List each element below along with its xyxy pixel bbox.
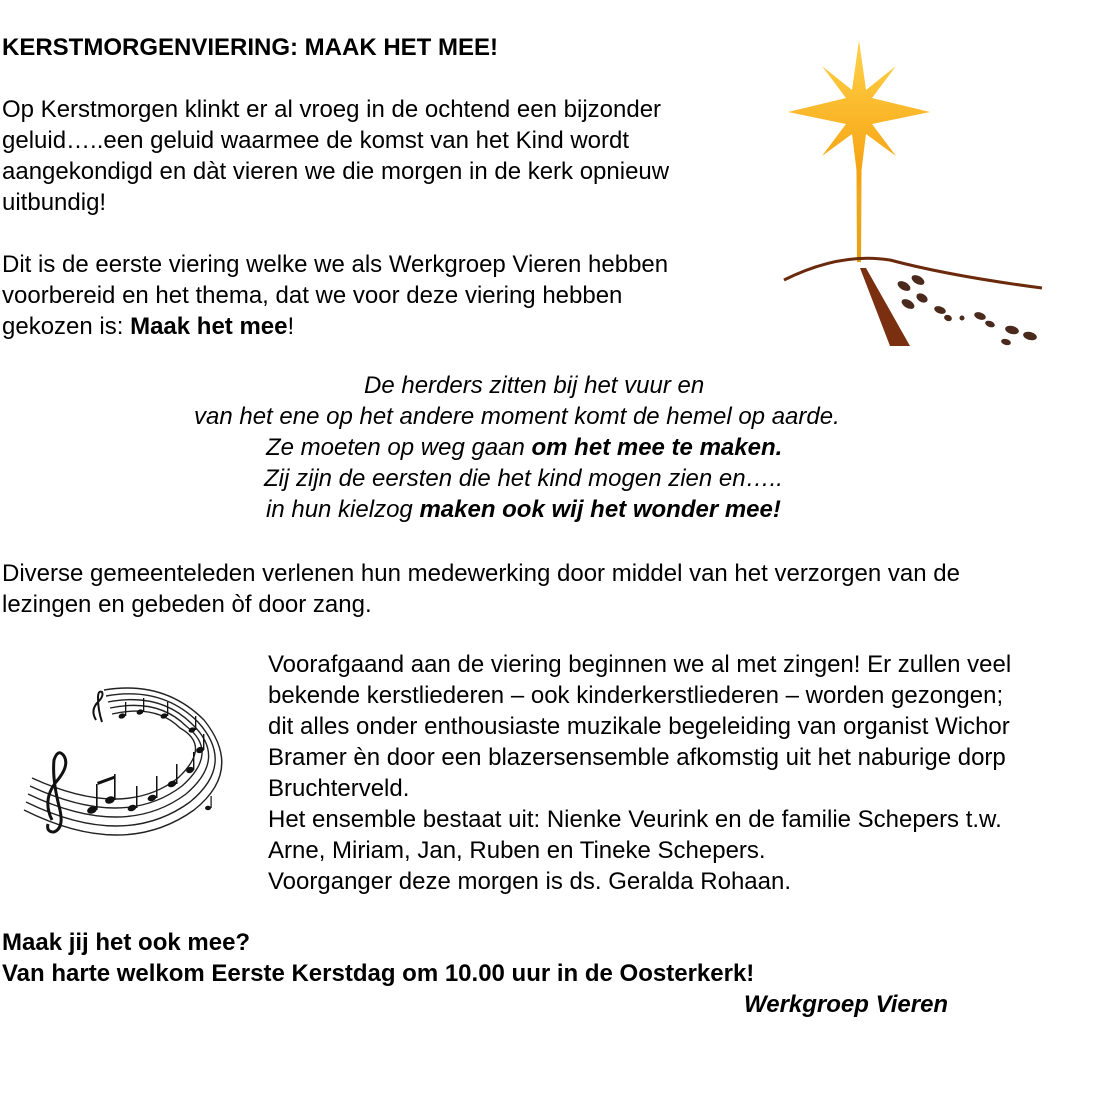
intro-paragraph	[2, 94, 669, 218]
intro-line: geluid…..een geluid waarmee de komst van het Kind wordt	[2, 127, 630, 154]
intro-line: aangekondigd en dàt vieren we die morgen in de kerk opnieuw	[2, 158, 670, 185]
closing-welcome: Van harte welkom Eerste Kerstdag om 10.00 uur in de Oosterkerk!	[2, 960, 755, 987]
theme-prefix: gekozen is:	[2, 313, 131, 340]
closing-question: Maak jij het ook mee?	[2, 929, 251, 956]
music-line: Bruchterveld.	[268, 775, 410, 802]
theme-name: Maak het mee	[130, 313, 288, 340]
music-line: Het ensemble bestaat uit: Nienke Veurink en de familie Schepers t.w.	[268, 806, 1002, 833]
theme-suffix: !	[287, 313, 295, 340]
poem	[0, 370, 1108, 525]
christmas-star-footprints-illustration	[780, 40, 1050, 350]
theme-line: Dit is de eerste viering welke we als Werkgroep Vieren hebben	[2, 251, 669, 278]
music-line: Arne, Miriam, Jan, Ruben en Tineke Schepers.	[268, 837, 766, 864]
music-line: bekende kerstliederen – ook kinderkerstliederen – worden gezongen;	[268, 682, 1004, 709]
poem-line	[266, 432, 1108, 463]
contributors-paragraph	[2, 558, 960, 620]
theme-paragraph	[2, 249, 668, 342]
music-line: dit alles onder enthousiaste muzikale begeleiding van organist Wichor	[268, 713, 1010, 740]
theme-line: voorbereid en het thema, dat we voor deze viering hebben	[2, 282, 623, 309]
intro-line: uitbundig!	[2, 189, 107, 216]
intro-line: Op Kerstmorgen klinkt er al vroeg in de ochtend een bijzonder	[2, 96, 662, 123]
closing-invitation	[2, 927, 754, 989]
music-paragraph	[268, 649, 1011, 897]
signature: Werkgroep Vieren	[744, 991, 949, 1018]
music-notes-illustration	[14, 660, 254, 860]
poem-line	[266, 494, 1108, 525]
music-line: Voorganger deze morgen is ds. Geralda Rohaan.	[268, 868, 791, 895]
poem-line: van het ene op het andere moment komt de hemel op aarde.	[194, 403, 840, 430]
theme-line	[2, 311, 668, 342]
contributors-line: Diverse gemeenteleden verlenen hun medewerking door middel van het verzorgen van de	[2, 560, 960, 587]
poem-line-prefix: Ze moeten op weg gaan	[266, 434, 532, 461]
music-line: Bramer èn door een blazersensemble afkomstig uit het naburige dorp	[268, 744, 1006, 771]
contributors-line: lezingen en gebeden òf door zang.	[2, 591, 372, 618]
poem-line-prefix: in hun kielzog	[266, 496, 420, 523]
poem-line: Zij zijn de eersten die het kind mogen zien en…..	[264, 465, 783, 492]
poem-line: De herders zitten bij het vuur en	[364, 372, 705, 399]
page-title: KERSTMORGENVIERING: MAAK HET MEE!	[2, 34, 499, 61]
poem-line-emphasis: maken ook wij het wonder mee!	[419, 496, 781, 523]
poem-line-emphasis: om het mee te maken.	[531, 434, 783, 461]
music-line: Voorafgaand aan de viering beginnen we al met zingen! Er zullen veel	[268, 651, 1012, 678]
